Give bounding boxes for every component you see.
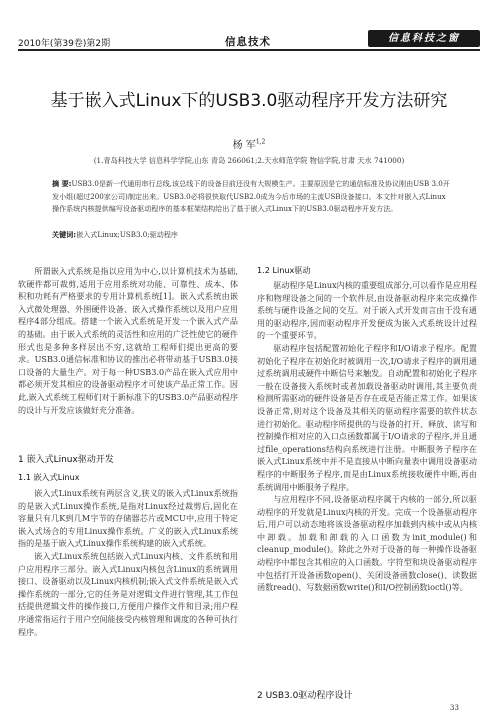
keywords-text: 嵌入式Linux;USB3.0;驱动程序: [76, 230, 179, 239]
affiliation: (1.青岛科技大学 信息科学学院,山东 青岛 266061;2.天水师范学院 物信学院,甘肃 天水 741000): [93, 156, 405, 165]
right-column-body: [257, 279, 477, 594]
abstract: [52, 178, 452, 216]
left-column-intro: [18, 265, 238, 416]
abstract-text: USB3.0是新一代通用串行总线,该总线下的设备目前还没有大规模生产。主要原因是它的通信标准及协议刚由USB 3.0开发小组(超过200家公司)制定出来。USB3.0必将很快取代USB2.0成为今后市场的主流USB设备接口。本文针对嵌入式Linux操作系统内核提供编写设备驱动程序的基本框架结构给出了基于嵌入式Linux下的USB3.0驱动程序开发方法。: [52, 179, 450, 213]
section-header: 信息技术: [225, 36, 271, 48]
section-2-heading: 2 USB3.0驱动程序设计: [257, 691, 353, 701]
section-1-1-heading: 1.1 嵌入式Linux: [18, 472, 80, 482]
body-paragraph: 驱动程序包括配置初始化子程序和I/O请求子程序。配置初始化子程序在初始化时被调用一次,I/O请求子程序的调用通过系统调用或硬件中断信号来触发。自动配置和初始化子程序一般在设备接入系统时或者加载设备驱动时调用,其主要负责检测所需驱动的硬件设备是否存在或是否能正常工作。如果该设备正常,则对这个设备及其相关的驱动程序需要的软件状态进行初始化。驱动程序所提供的与设备的打开、释放、读写和控制操作相对应的入口点函数都属于I/O请求的子程序,并且通过file_operations结构向系统进行注册。中断服务子程序在嵌入式Linux系统中并不是直接从中断向量表中调用设备驱动程序的中断服务子程序,而是由Linux系统接收硬件中断,再由系统调用中断服务子程序。: [257, 342, 477, 492]
keywords: [52, 230, 452, 240]
body-paragraph: 嵌入式Linux系统包括嵌入式Linux内核、文件系统和用户应用程序三部分。嵌入式Linux内核包含Linux的系统调用接口、设备驱动以及Linux内核机制;嵌入式文件系统是嵌入式操作系统的一部分,它的任务是对逻辑文件进行管理,其工作包括提供逻辑文件的操作接口,方便用户操作文件和目录;用户程序通常指运行于用户空间能接受内核管理和调度的各种可执行程序。: [18, 550, 238, 637]
keywords-label: 关键词:: [52, 230, 77, 239]
body-paragraph: 与应用程序不同,设备驱动程序属于内核的一部分,所以驱动程序的开发就是Linux内核的开发。完成一个设备驱动程序后,用户可以动态地将该设备驱动程序加载到内核中或从内核中卸载。加载和卸载的入口函数为init_module()和cleanup_module()。除此之外对于设备的每一种操作设备驱动程序中都包含其相应的入口函数。字符型和块设备驱动程序中包括打开设备函数open()、关闭设备函数close()、读数据函数read()、写数据函数write()和I/O控制函数ioctl()等。: [257, 494, 477, 593]
left-column-body: [18, 487, 238, 638]
column-logo: 信息科技之窗: [368, 30, 480, 47]
author: [18, 136, 480, 151]
header-rule: [18, 49, 480, 51]
intro-paragraph: 所谓嵌入式系统是指以应用为中心,以计算机技术为基础,软硬件都可裁剪,适用于应用系统对功能、可靠性、成本、体积和功耗有严格要求的专用计算机系统[1]。嵌入式系统由嵌入式微处理器、外围硬件设备、嵌入式操作系统以及用户应用程序4部分组成。搭建一个嵌入式系统是开发一个嵌入式产品的基础。由于嵌入式系统的灵活性和应用的广泛性使它的硬件形式也是多种多样层出不穷,这就给工程师们提出更高的要求。USB3.0通信标准和协议的推出必将带动基于USB3.0接口设备的大量生产。对于每一种USB3.0产品在嵌入式应用中都必须开发其相应的设备驱动程序才可使该产品正常工作。因此,嵌入式系统工程师们对于新标准下的USB3.0产品驱动程序的设计与开发应该做好充分准备。: [18, 266, 238, 415]
section-1-heading: 1 嵌入式Linux驱动开发: [18, 455, 114, 465]
section-1-2-heading: 1.2 Linux驱动: [257, 265, 311, 275]
paper-title: 基于嵌入式Linux下的USB3.0驱动程序开发方法研究: [50, 91, 448, 111]
author-name: 杨 军: [232, 140, 256, 151]
body-paragraph: 驱动程序是Linux内核的重要组成部分,可以看作是应用程序和物理设备之间的一个软件层,由设备驱动程序来完成操作系统与硬件设备之间的交互。对于嵌入式开发而言由于没有通用的驱动程序,因而驱动程序开发便成为嵌入式系统设计过程的一个重要环节。: [257, 280, 477, 341]
page-number: 33: [450, 704, 459, 712]
author-affil-marks: 1,2: [255, 138, 266, 146]
journal-issue: 2010年(第39卷)第2期: [18, 39, 111, 49]
abstract-label: 摘 要:: [52, 179, 72, 188]
body-paragraph: 嵌入式Linux系统有两层含义,狭义的嵌入式Linux系统指的是嵌入式Linux操作系统,是指对Linux经过裁剪后,固化在容量只有几K到几M字节的存储器芯片或MCU中,应用于特定嵌入式场合的专用Linux操作系统。广义的嵌入式Linux系统指的是基于嵌入式Linux操作系统构建的嵌入式系统。: [18, 488, 238, 549]
